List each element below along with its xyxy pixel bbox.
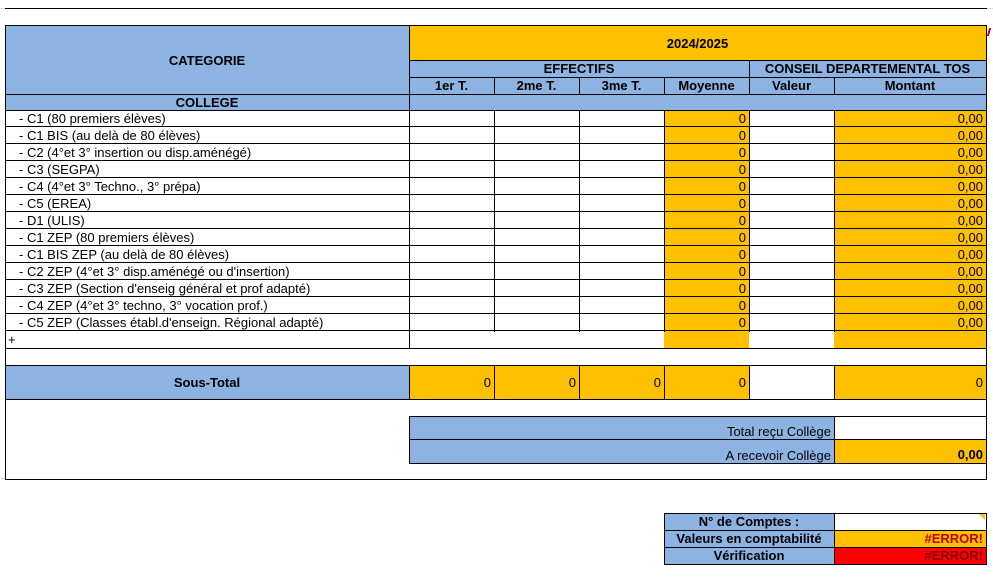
row-valeur-cell[interactable] (749, 127, 834, 144)
row-1er-cell[interactable] (409, 280, 494, 297)
sous-total-moyenne[interactable]: 0 (664, 365, 749, 399)
row-3me-cell[interactable] (579, 110, 664, 127)
border-line (834, 365, 835, 400)
border-line (579, 77, 580, 95)
border-line (579, 365, 580, 400)
row-1er-cell[interactable] (409, 195, 494, 212)
row-label-cell[interactable]: - C5 (EREA) (19, 196, 92, 211)
row-moyenne-cell[interactable]: 0 (664, 263, 749, 280)
border-line (749, 365, 750, 400)
row-1er-cell[interactable] (409, 144, 494, 161)
row-valeur-cell[interactable] (749, 297, 834, 314)
border-line (834, 110, 835, 332)
row-3me-cell[interactable] (579, 127, 664, 144)
row-valeur-cell[interactable] (749, 246, 834, 263)
col-header-montant[interactable]: Montant (834, 77, 986, 94)
border-line (494, 77, 495, 95)
border-line (5, 399, 987, 400)
row-moyenne-cell[interactable]: 0 (664, 212, 749, 229)
row-label-cell[interactable]: - C5 ZEP (Classes établ.d'enseign. Régional adapté) (19, 315, 324, 330)
row-moyenne-cell[interactable]: 0 (664, 127, 749, 144)
row-moyenne-cell[interactable]: 0 (664, 161, 749, 178)
valeurs-label[interactable]: Valeurs en comptabilité (664, 530, 834, 547)
border-line (5, 228, 987, 229)
row-moyenne-cell[interactable]: 0 (664, 229, 749, 246)
comptes-label[interactable]: N° de Comptes : (664, 513, 834, 530)
row-label-cell[interactable]: - C2 ZEP (4°et 3° disp.aménégé ou d'insertion) (19, 264, 290, 279)
border-line (5, 330, 987, 331)
plus-row-montant[interactable] (834, 331, 986, 348)
row-3me-cell[interactable] (579, 297, 664, 314)
verification-label[interactable]: Vérification (664, 547, 834, 564)
border-line (5, 245, 987, 246)
row-3me-cell[interactable] (579, 246, 664, 263)
col-header-1er[interactable]: 1er T. (409, 77, 494, 94)
col-header-3me[interactable]: 3me T. (579, 77, 664, 94)
border-line (5, 25, 987, 26)
border-line (664, 530, 987, 531)
row-2me-cell[interactable] (494, 280, 579, 297)
effectifs-header[interactable]: EFFECTIFS (409, 60, 749, 77)
sous-total-label[interactable]: Sous-Total (5, 365, 409, 399)
row-2me-cell[interactable] (494, 161, 579, 178)
conseil-header[interactable]: CONSEIL DEPARTEMENTAL TOS (749, 60, 986, 77)
row-label-cell[interactable]: - C3 (SEGPA) (19, 162, 100, 177)
college-header-fill (409, 94, 986, 110)
border-line (834, 416, 835, 464)
row-1er-cell[interactable] (409, 229, 494, 246)
row-1er-cell[interactable] (409, 110, 494, 127)
border-line (409, 439, 987, 440)
border-line (664, 513, 665, 565)
border-line (409, 25, 410, 349)
row-valeur-cell[interactable] (749, 263, 834, 280)
plus-row-moyenne[interactable] (664, 331, 749, 348)
row-label-cell[interactable]: - C3 ZEP (Section d'enseig général et prof adapté) (19, 281, 311, 296)
border-line (749, 110, 750, 332)
border-line (834, 513, 835, 565)
row-valeur-cell[interactable] (749, 110, 834, 127)
border-line (5, 279, 987, 280)
row-2me-cell[interactable] (494, 110, 579, 127)
row-moyenne-cell[interactable]: 0 (664, 246, 749, 263)
border-line (664, 110, 665, 332)
border-line (986, 513, 987, 565)
border-line (409, 60, 987, 61)
row-valeur-cell[interactable] (749, 195, 834, 212)
border-line (5, 262, 987, 263)
border-line (5, 8, 987, 9)
border-line (5, 160, 987, 161)
border-line (664, 365, 665, 400)
border-line (5, 211, 987, 212)
row-1er-cell[interactable] (409, 127, 494, 144)
row-valeur-cell[interactable] (749, 178, 834, 195)
sous-total-1er[interactable]: 0 (409, 365, 494, 399)
row-3me-cell[interactable] (579, 314, 664, 331)
row-3me-cell[interactable] (579, 178, 664, 195)
row-1er-cell[interactable] (409, 161, 494, 178)
row-3me-cell[interactable] (579, 263, 664, 280)
col-header-moyenne[interactable]: Moyenne (664, 77, 749, 94)
row-montant-cell[interactable]: 0,00 (834, 280, 986, 297)
row-2me-cell[interactable] (494, 246, 579, 263)
border-line (5, 177, 987, 178)
border-line (409, 365, 410, 400)
row-1er-cell[interactable] (409, 246, 494, 263)
row-3me-cell[interactable] (579, 195, 664, 212)
border-line (5, 143, 987, 144)
row-1er-cell[interactable] (409, 314, 494, 331)
total-recu-label[interactable]: Total reçu Collège (409, 416, 834, 439)
row-label-cell[interactable]: - C1 BIS (au delà de 80 élèves) (19, 128, 201, 143)
border-line (409, 416, 410, 464)
row-1er-cell[interactable] (409, 297, 494, 314)
row-3me-cell[interactable] (579, 212, 664, 229)
row-2me-cell[interactable] (494, 229, 579, 246)
border-line (409, 463, 987, 464)
row-2me-cell[interactable] (494, 212, 579, 229)
row-1er-cell[interactable] (409, 263, 494, 280)
comptes-value[interactable] (834, 513, 986, 530)
row-label-cell[interactable]: - C1 (80 premiers élèves) (19, 111, 166, 126)
valeurs-value[interactable]: #ERROR! (834, 530, 986, 547)
row-1er-cell[interactable] (409, 178, 494, 195)
row-valeur-cell[interactable] (749, 314, 834, 331)
border-line (5, 479, 987, 480)
categorie-header[interactable]: CATEGORIE (5, 26, 409, 94)
row-montant-cell[interactable]: 0,00 (834, 178, 986, 195)
row-2me-cell[interactable] (494, 263, 579, 280)
row-moyenne-cell[interactable]: 0 (664, 144, 749, 161)
border-line (409, 77, 987, 78)
year-header[interactable]: 2024/2025 (409, 26, 986, 60)
col-header-valeur[interactable]: Valeur (749, 77, 834, 94)
row-3me-cell[interactable] (579, 161, 664, 178)
row-2me-cell[interactable] (494, 314, 579, 331)
row-3me-cell[interactable] (579, 280, 664, 297)
row-label-cell[interactable]: - C1 BIS ZEP (au delà de 80 élèves) (19, 247, 230, 262)
border-line (5, 126, 987, 127)
row-3me-cell[interactable] (579, 144, 664, 161)
comment-marker-icon (978, 513, 985, 520)
row-montant-cell[interactable]: 0,00 (834, 110, 986, 127)
row-2me-cell[interactable] (494, 297, 579, 314)
border-line (664, 564, 987, 565)
border-line (5, 110, 987, 111)
row-moyenne-cell[interactable]: 0 (664, 110, 749, 127)
border-line (494, 110, 495, 332)
row-montant-cell[interactable]: 0,00 (834, 212, 986, 229)
row-moyenne-cell[interactable]: 0 (664, 314, 749, 331)
row-montant-cell[interactable]: 0,00 (834, 297, 986, 314)
row-montant-cell[interactable]: 0,00 (834, 263, 986, 280)
border-line (664, 77, 665, 95)
row-montant-cell[interactable]: 0,00 (834, 314, 986, 331)
row-valeur-cell[interactable] (749, 144, 834, 161)
plus-row-marker[interactable]: + (8, 332, 16, 347)
row-2me-cell[interactable] (494, 178, 579, 195)
border-line (5, 348, 987, 349)
row-label-cell[interactable]: - C4 ZEP (4°et 3° techno, 3° vocation prof.) (19, 298, 268, 313)
row-1er-cell[interactable] (409, 212, 494, 229)
border-line (5, 313, 987, 314)
row-montant-cell[interactable]: 0,00 (834, 127, 986, 144)
border-line (494, 365, 495, 400)
row-3me-cell[interactable] (579, 229, 664, 246)
border-line (664, 547, 987, 548)
col-header-2me[interactable]: 2me T. (494, 77, 579, 94)
row-montant-cell[interactable]: 0,00 (834, 229, 986, 246)
row-montant-cell[interactable]: 0,00 (834, 195, 986, 212)
sous-total-3me[interactable]: 0 (579, 365, 664, 399)
row-moyenne-cell[interactable]: 0 (664, 178, 749, 195)
sous-total-valeur[interactable] (749, 365, 834, 399)
border-line (579, 110, 580, 332)
row-valeur-cell[interactable] (749, 229, 834, 246)
border-line (409, 416, 987, 417)
row-moyenne-cell[interactable]: 0 (664, 280, 749, 297)
border-line (5, 365, 987, 366)
a-recevoir-label[interactable]: A recevoir Collège (409, 439, 834, 463)
sous-total-montant[interactable]: 0 (834, 365, 986, 399)
row-label-cell[interactable]: - C1 ZEP (80 premiers élèves) (19, 230, 195, 245)
row-2me-cell[interactable] (494, 144, 579, 161)
edge-mark-icon (987, 28, 991, 36)
row-montant-cell[interactable]: 0,00 (834, 161, 986, 178)
border-line (834, 77, 835, 95)
border-line (5, 296, 987, 297)
border-line (749, 60, 750, 95)
row-montant-cell[interactable]: 0,00 (834, 144, 986, 161)
total-recu-value[interactable] (834, 416, 986, 439)
row-valeur-cell[interactable] (749, 161, 834, 178)
border-line (664, 513, 987, 514)
row-label-cell[interactable]: - C4 (4°et 3° Techno., 3° prépa) (19, 179, 201, 194)
row-2me-cell[interactable] (494, 127, 579, 144)
row-label-cell[interactable]: - C2 (4°et 3° insertion ou disp.aménégé) (19, 145, 252, 160)
row-moyenne-cell[interactable]: 0 (664, 195, 749, 212)
row-2me-cell[interactable] (494, 195, 579, 212)
row-moyenne-cell[interactable]: 0 (664, 297, 749, 314)
row-label-cell[interactable]: - D1 (ULIS) (19, 213, 85, 228)
row-montant-cell[interactable]: 0,00 (834, 246, 986, 263)
a-recevoir-value[interactable]: 0,00 (834, 439, 986, 463)
verification-value[interactable]: #ERROR! (834, 547, 986, 564)
row-valeur-cell[interactable] (749, 280, 834, 297)
border-line (5, 94, 987, 95)
row-valeur-cell[interactable] (749, 212, 834, 229)
college-header[interactable]: COLLEGE (5, 94, 409, 110)
border-line (5, 194, 987, 195)
sous-total-2me[interactable]: 0 (494, 365, 579, 399)
